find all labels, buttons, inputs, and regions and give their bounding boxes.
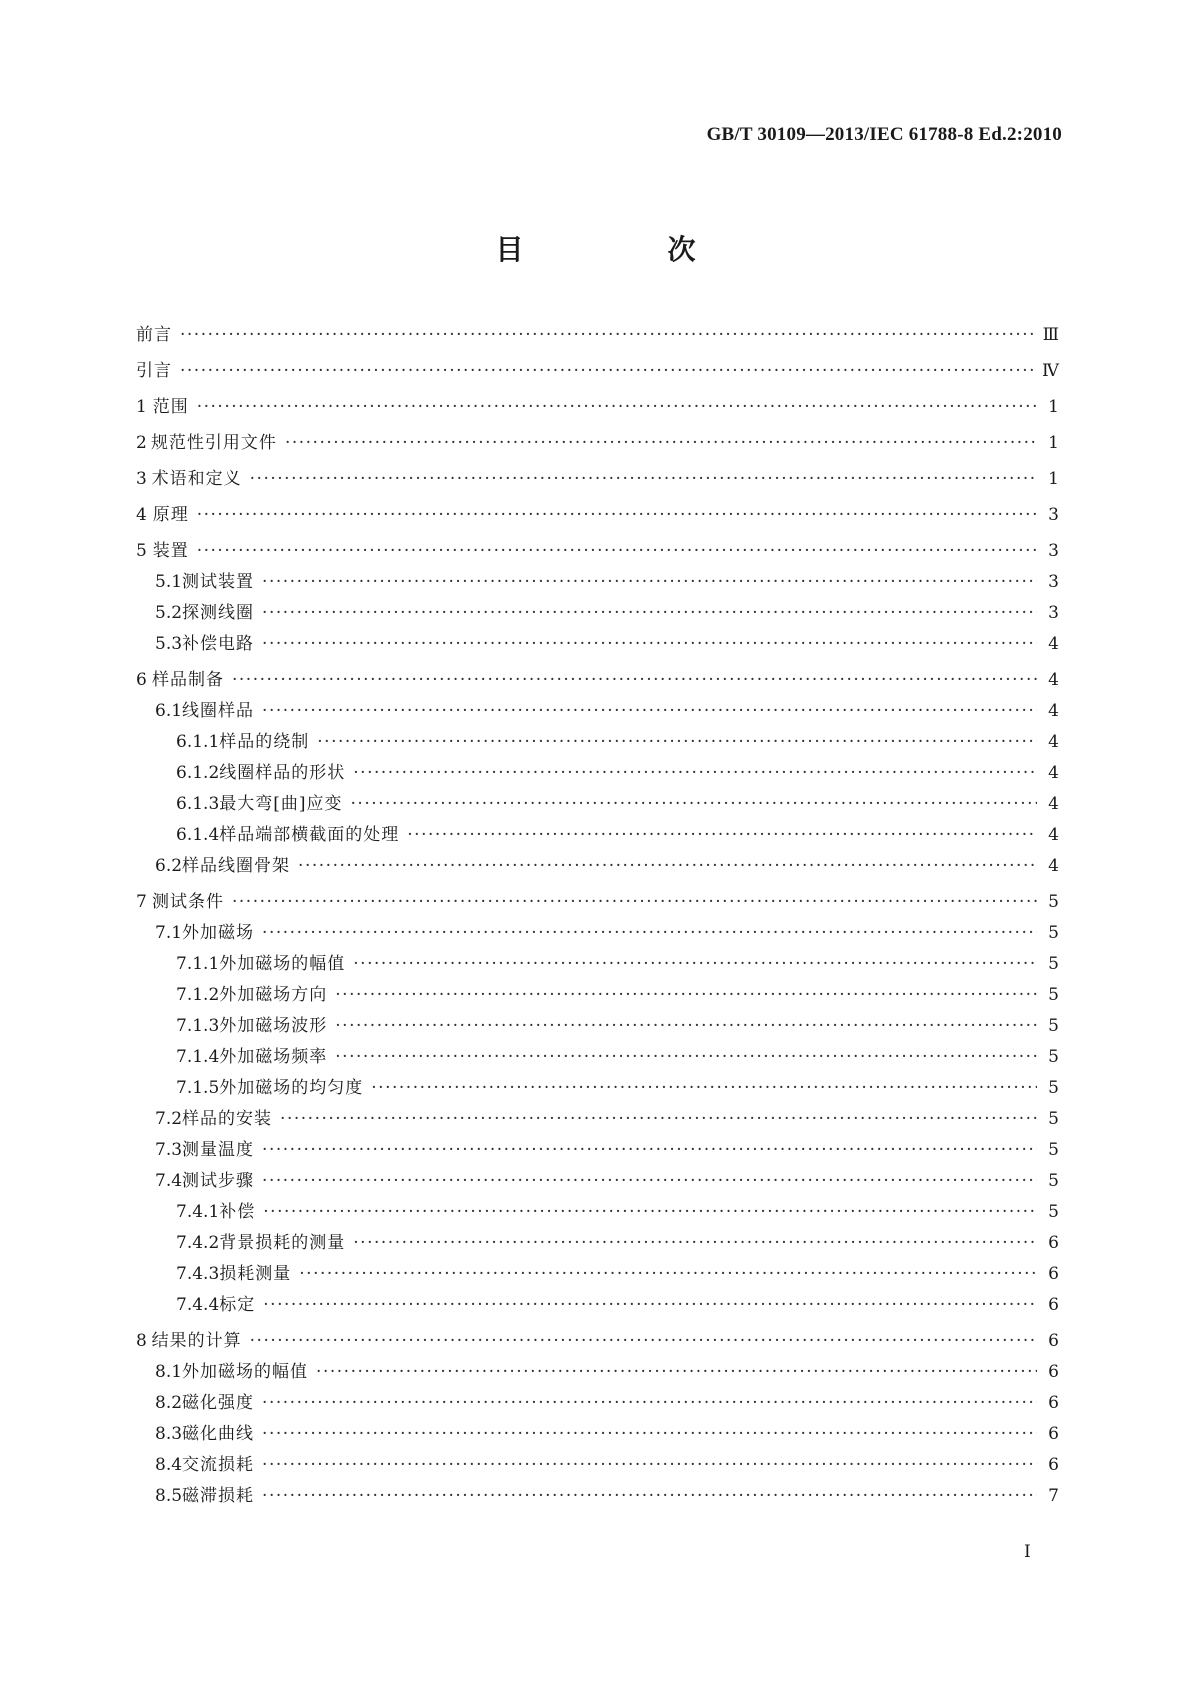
toc-entry-number: 8.1 (155, 1362, 183, 1382)
toc-entry-number: 7.1.2 (176, 985, 220, 1005)
toc-entry-page: 1 (1048, 433, 1059, 453)
toc-entry[interactable] (136, 727, 1059, 758)
toc-entry-label: 补偿电路 (182, 634, 255, 654)
toc-entry-number: 7.2 (155, 1109, 183, 1129)
toc-entry-label: 交流损耗 (182, 1455, 255, 1475)
toc-entry-page: 5 (1048, 954, 1059, 974)
toc-entry-label: 样品端部横截面的处理 (219, 825, 400, 845)
toc-entry[interactable] (136, 1357, 1059, 1388)
toc-entry-page: 1 (1048, 469, 1059, 489)
toc-entry[interactable] (136, 980, 1059, 1011)
toc-entry-label: 外加磁场波形 (219, 1016, 328, 1036)
toc-leader-dots (180, 356, 1034, 387)
toc-entry[interactable] (136, 500, 1059, 531)
toc-entry-label: 外加磁场 (182, 923, 255, 943)
toc-entry[interactable] (136, 665, 1059, 696)
toc-leader-dots (250, 464, 1037, 495)
toc-entry[interactable] (136, 918, 1059, 949)
toc-entry[interactable] (136, 1135, 1059, 1166)
toc-entry-page: 5 (1048, 923, 1059, 943)
toc-leader-dots (262, 696, 1037, 727)
toc-entry-number: 6.1 (155, 701, 183, 721)
toc-entry-page: Ⅲ (1042, 325, 1059, 345)
toc-entry[interactable] (136, 1259, 1059, 1290)
toc-leader-dots (262, 1166, 1037, 1197)
toc-entry[interactable] (136, 428, 1059, 459)
toc-entry-label: 测量温度 (182, 1140, 255, 1160)
toc-entry-page: 4 (1048, 856, 1059, 876)
toc-entry[interactable] (136, 464, 1059, 495)
toc-leader-dots (262, 1135, 1037, 1166)
toc-entry-label: 外加磁场频率 (219, 1047, 328, 1067)
toc-leader-dots (335, 1011, 1037, 1042)
toc-leader-dots (197, 500, 1037, 531)
toc-entry-label: 探测线圈 (182, 603, 255, 623)
page-number: I (1024, 1542, 1031, 1562)
toc-entry-page: 4 (1048, 763, 1059, 783)
toc-entry-page: 5 (1048, 1078, 1059, 1098)
toc-entry[interactable] (136, 1197, 1059, 1228)
toc-entry-label: 结果的计算 (151, 1331, 242, 1351)
toc-entry-label: 损耗测量 (219, 1264, 292, 1284)
toc-entry-page: 5 (1048, 1047, 1059, 1067)
toc-entry-label: 引言 (136, 361, 172, 381)
toc-entry-label: 外加磁场的均匀度 (219, 1078, 364, 1098)
toc-entry-page: 3 (1048, 541, 1059, 561)
toc-entry[interactable] (136, 1419, 1059, 1450)
toc-entry[interactable] (136, 1104, 1059, 1135)
toc-entry-page: 7 (1048, 1486, 1059, 1506)
toc-entry-page: 3 (1048, 572, 1059, 592)
toc-entry-number: 7.1.5 (176, 1078, 220, 1098)
toc-entry-page: 6 (1048, 1295, 1059, 1315)
toc-entry[interactable] (136, 320, 1059, 351)
toc-entry-number: 7.4 (155, 1171, 183, 1191)
toc-entry-label: 背景损耗的测量 (219, 1233, 346, 1253)
toc-entry-number: 6.1.1 (176, 732, 220, 752)
toc-entry-page: 4 (1048, 794, 1059, 814)
toc-leader-dots (180, 320, 1035, 351)
toc-leader-dots (298, 851, 1037, 882)
toc-entry[interactable] (136, 1011, 1059, 1042)
toc-leader-dots (197, 536, 1037, 567)
toc-entry-number: 5.2 (155, 603, 183, 623)
toc-entry-number: 7.1.4 (176, 1047, 220, 1067)
toc-entry-page: 6 (1048, 1264, 1059, 1284)
toc-entry[interactable] (136, 1326, 1059, 1357)
standard-code: GB/T 30109—2013/IEC 61788-8 Ed.2:2010 (706, 124, 1062, 145)
toc-leader-dots (262, 567, 1037, 598)
toc-entry-label: 原理 (152, 505, 189, 525)
toc-entry-label: 标定 (219, 1295, 256, 1315)
toc-entry-number: 7.4.2 (176, 1233, 220, 1253)
toc-leader-dots (280, 1104, 1037, 1135)
toc-entry[interactable] (136, 1481, 1059, 1512)
toc-entry[interactable] (136, 789, 1059, 820)
toc-entry[interactable] (136, 567, 1059, 598)
toc-entry-label: 线圈样品的形状 (219, 763, 346, 783)
toc-entry[interactable] (136, 1450, 1059, 1481)
toc-entry-label: 测试条件 (152, 892, 224, 912)
toc-entry-page: 4 (1048, 701, 1059, 721)
toc-entry-label: 补偿 (219, 1202, 256, 1222)
toc-entry[interactable] (136, 1388, 1059, 1419)
toc-leader-dots (407, 820, 1037, 851)
toc-leader-dots (351, 789, 1037, 820)
toc-entry[interactable] (136, 1166, 1059, 1197)
toc-leader-dots (353, 1228, 1037, 1259)
toc-entry-page: 5 (1048, 985, 1059, 1005)
toc-entry[interactable] (136, 1228, 1059, 1259)
toc-entry[interactable] (136, 949, 1059, 980)
toc-entry-number: 8 (136, 1331, 147, 1351)
toc-leader-dots (262, 1450, 1037, 1481)
toc-entry-number: 3 (136, 469, 147, 489)
toc-entry-number: 7.4.3 (176, 1264, 220, 1284)
toc-entry-label: 样品制备 (152, 670, 224, 690)
toc-entry-page: 3 (1048, 603, 1059, 623)
toc-entry-number: 4 (136, 505, 147, 525)
toc-entry-number: 7.1 (155, 923, 183, 943)
toc-leader-dots (335, 980, 1037, 1011)
toc-leader-dots (371, 1073, 1037, 1104)
toc-entry-page: 6 (1048, 1233, 1059, 1253)
toc-leader-dots (262, 629, 1037, 660)
toc-leader-dots (262, 1388, 1037, 1419)
toc-leader-dots (316, 1357, 1037, 1388)
toc-entry[interactable] (136, 1290, 1059, 1321)
toc-entry-label: 样品线圈骨架 (182, 856, 291, 876)
toc-entry[interactable] (136, 758, 1059, 789)
toc-entry-label: 线圈样品 (182, 701, 255, 721)
toc-entry-number: 5.3 (155, 634, 183, 654)
toc-leader-dots (353, 758, 1037, 789)
toc-entry-number: 5 (136, 541, 147, 561)
toc-entry-label: 磁滞损耗 (182, 1486, 255, 1506)
toc-entry-page: 6 (1048, 1362, 1059, 1382)
toc-leader-dots (250, 1326, 1037, 1357)
toc-entry-label: 测试步骤 (182, 1171, 255, 1191)
toc-entry-page: 5 (1048, 1140, 1059, 1160)
toc-entry[interactable] (136, 392, 1059, 423)
toc-entry-number: 7.4.4 (176, 1295, 220, 1315)
toc-entry-number: 6.1.3 (176, 794, 220, 814)
toc-entry-label: 规范性引用文件 (150, 433, 277, 453)
toc-entry-label: 最大弯[曲]应变 (219, 794, 343, 814)
toc-entry-number: 7.1.1 (176, 954, 220, 974)
toc-leader-dots (335, 1042, 1037, 1073)
toc-entry-page: 5 (1048, 1171, 1059, 1191)
toc-entry[interactable] (136, 820, 1059, 851)
toc-leader-dots (263, 1197, 1037, 1228)
toc-leader-dots (197, 392, 1037, 423)
toc-entry-label: 样品的绕制 (219, 732, 310, 752)
toc-entry-page: 5 (1048, 892, 1059, 912)
toc-entry-number: 7.3 (155, 1140, 183, 1160)
toc-entry[interactable] (136, 598, 1059, 629)
toc-leader-dots (262, 598, 1037, 629)
toc-entry[interactable] (136, 1042, 1059, 1073)
toc-entry-number: 6 (136, 670, 147, 690)
toc-leader-dots (232, 665, 1037, 696)
toc-entry-number: 2 (136, 433, 147, 453)
toc-leader-dots (262, 1419, 1037, 1450)
toc-entry-label: 样品的安装 (182, 1109, 273, 1129)
toc-leader-dots (317, 727, 1037, 758)
toc-entry-page: 1 (1048, 397, 1059, 417)
toc-entry-label: 术语和定义 (151, 469, 242, 489)
toc-entry[interactable] (136, 629, 1059, 660)
toc-entry-number: 8.5 (155, 1486, 183, 1506)
page-title: 目 次 (495, 233, 754, 266)
toc-entry-label: 测试装置 (182, 572, 255, 592)
toc-entry-page: 3 (1048, 505, 1059, 525)
toc-entry-number: 6.2 (155, 856, 183, 876)
toc-entry-page: 5 (1048, 1202, 1059, 1222)
toc-entry-page: 4 (1048, 825, 1059, 845)
toc-entry-label: 外加磁场的幅值 (219, 954, 346, 974)
table-of-contents (136, 320, 1059, 1512)
toc-entry-page: 6 (1048, 1424, 1059, 1444)
toc-entry[interactable] (136, 356, 1059, 387)
toc-entry-label: 磁化曲线 (182, 1424, 255, 1444)
toc-entry-label: 外加磁场的幅值 (182, 1362, 309, 1382)
toc-entry-number: 6.1.2 (176, 763, 220, 783)
toc-entry[interactable] (136, 887, 1059, 918)
toc-entry-label: 磁化强度 (182, 1393, 255, 1413)
toc-entry-number: 8.4 (155, 1455, 183, 1475)
toc-entry-label: 范围 (152, 397, 189, 417)
toc-entry[interactable] (136, 851, 1059, 882)
toc-entry-number: 7.1.3 (176, 1016, 220, 1036)
toc-entry-number: 7 (136, 892, 147, 912)
toc-entry-page: 4 (1048, 634, 1059, 654)
toc-entry-label: 前言 (136, 325, 172, 345)
toc-leader-dots (232, 887, 1037, 918)
toc-entry-label: 装置 (152, 541, 189, 561)
toc-entry-number: 8.3 (155, 1424, 183, 1444)
toc-entry-number: 8.2 (155, 1393, 183, 1413)
toc-leader-dots (262, 1481, 1037, 1512)
toc-entry-number: 6.1.4 (176, 825, 220, 845)
toc-entry-page: 4 (1048, 732, 1059, 752)
toc-entry-page: Ⅳ (1042, 361, 1059, 381)
toc-leader-dots (299, 1259, 1037, 1290)
toc-entry-page: 5 (1048, 1016, 1059, 1036)
toc-leader-dots (285, 428, 1037, 459)
toc-entry[interactable] (136, 1073, 1059, 1104)
toc-entry-number: 5.1 (155, 572, 183, 592)
toc-entry[interactable] (136, 536, 1059, 567)
toc-entry-number: 7.4.1 (176, 1202, 220, 1222)
toc-leader-dots (262, 918, 1037, 949)
toc-entry-label: 外加磁场方向 (219, 985, 328, 1005)
toc-entry-page: 6 (1048, 1331, 1059, 1351)
toc-entry-page: 5 (1048, 1109, 1059, 1129)
toc-entry-page: 6 (1048, 1455, 1059, 1475)
toc-entry-number: 1 (136, 397, 147, 417)
toc-leader-dots (353, 949, 1037, 980)
toc-leader-dots (263, 1290, 1037, 1321)
toc-entry-page: 4 (1048, 670, 1059, 690)
toc-entry-page: 6 (1048, 1393, 1059, 1413)
toc-entry[interactable] (136, 696, 1059, 727)
